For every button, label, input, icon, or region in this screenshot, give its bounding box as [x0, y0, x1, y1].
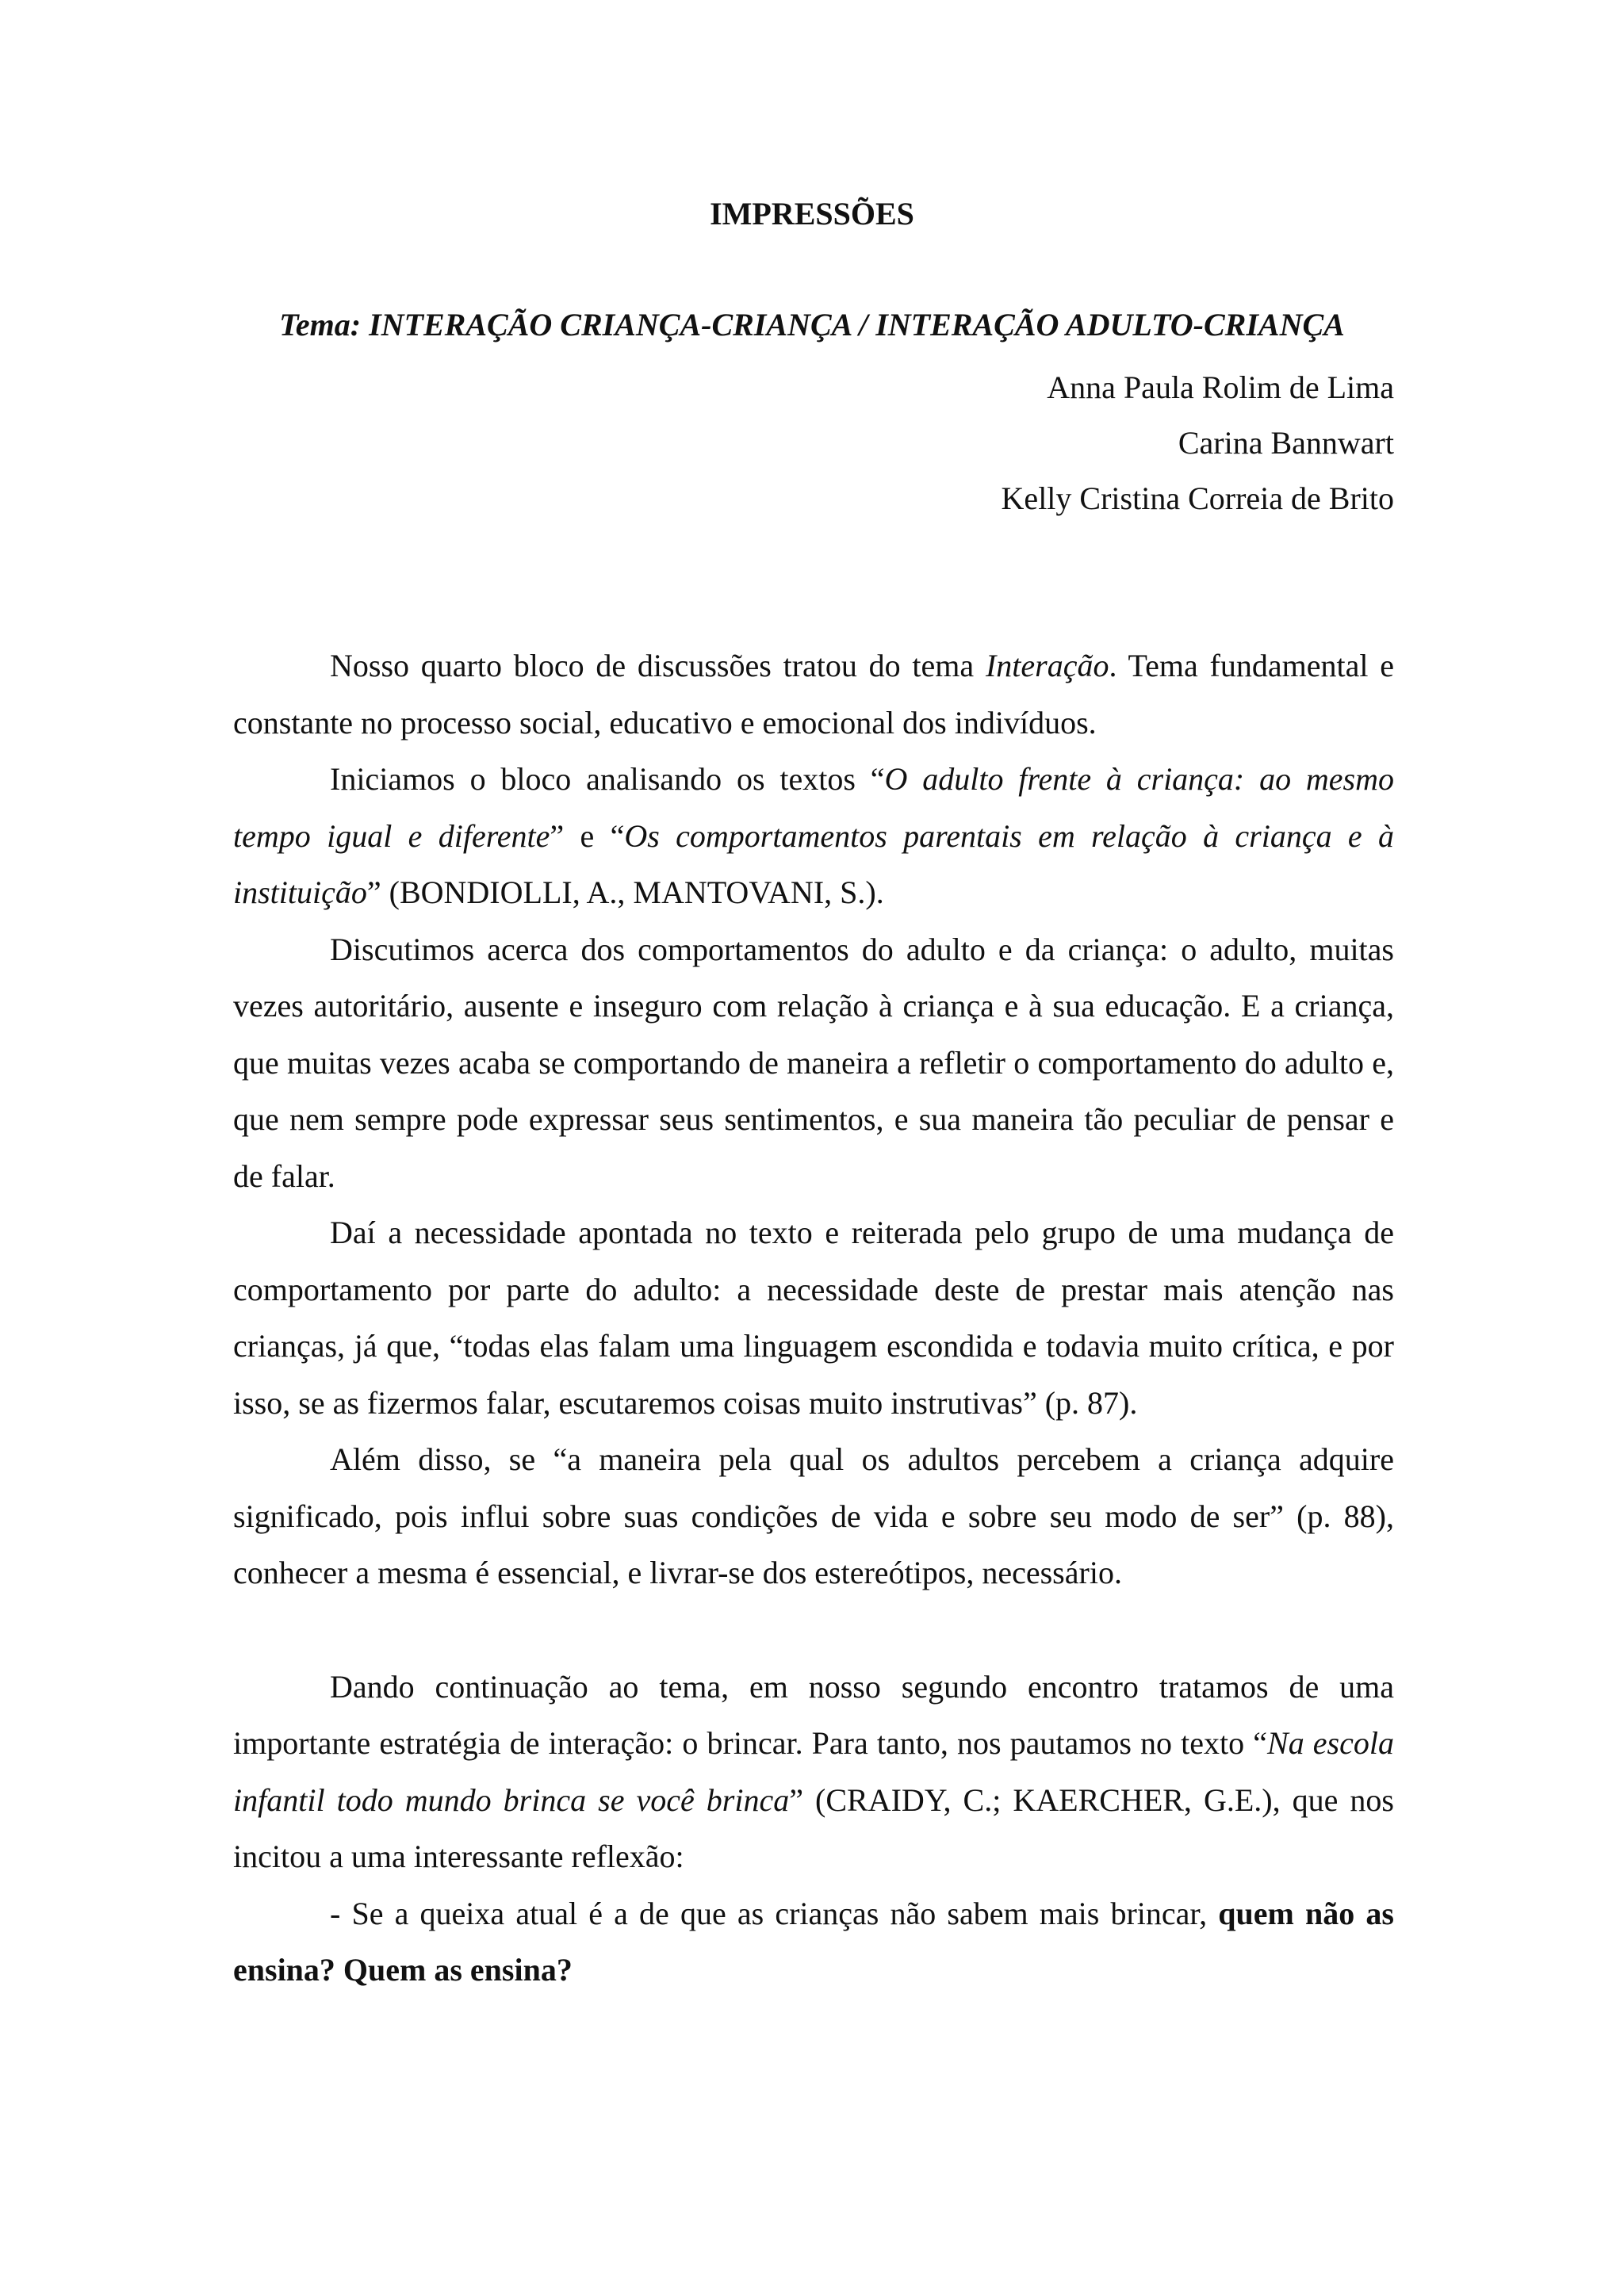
paragraph-text: Iniciamos o bloco analisando os textos “ — [330, 761, 885, 797]
document-theme: Tema: INTERAÇÃO CRIANÇA-CRIANÇA / INTERAÇÃO ADULTO-CRIANÇA — [279, 307, 1345, 342]
author-list — [1002, 360, 1394, 526]
paragraph-text: . Tema fundamental e constante no processo social, educativo e emocional dos indivíduos. — [233, 648, 1395, 740]
paragraph-italic-title: O adulto frente à criança: ao mesmo tempo igual e diferente — [233, 761, 1394, 854]
paragraph-italic-term: Interação — [985, 648, 1109, 683]
paragraph-bold-question: quem não as ensina? Quem as ensina? — [233, 1895, 1394, 1988]
paragraph-pergunta — [233, 1885, 1394, 1999]
paragraph-necessidade: Daí a necessidade apontada no texto e reiterada pelo grupo de uma mudança de comportamento por parte do adulto: a necessidade deste de prestar mais atenção nas crianças, já que, “todas elas falam uma linguagem escondida e todavia muito crítica, e por isso, se as fizermos falar, escutaremos coisas muito instrutivas” (p. 87). — [233, 1215, 1394, 1421]
author-name: Carina Bannwart — [1178, 425, 1394, 461]
author-name: Kelly Cristina Correia de Brito — [1001, 480, 1394, 516]
paragraph-text: ” (BONDIOLLI, A., MANTOVANI, S.). — [366, 874, 884, 910]
document-body — [233, 637, 1394, 1999]
paragraph-italic-title: Na escola infantil todo mundo brinca se você brinca — [233, 1725, 1394, 1818]
paragraph-interacao — [233, 637, 1394, 751]
paragraph-text: Nosso quarto bloco de discussões tratou do tema — [330, 648, 986, 683]
paragraph-comportamentos: Discutimos acerca dos comportamentos do adulto e da criança: o adulto, muitas vezes autoritário, ausente e inseguro com relação à criança e à sua educação. E a criança, que muitas vezes acaba se comportando de maneira a refletir o comportamento do adulto e, que nem sempre pode expressar seus sentimentos, e sua maneira tão peculiar de pensar e de falar. — [233, 931, 1394, 1194]
paragraph-brincar — [233, 1659, 1394, 1885]
author-name: Anna Paula Rolim de Lima — [1047, 369, 1394, 405]
paragraph-text: - Se a queixa atual é a de que as crianças não sabem mais brincar, — [330, 1895, 1219, 1931]
paragraph-alem-disso: Além disso, se “a maneira pela qual os adultos percebem a criança adquire significado, pois influi sobre suas condições de vida e sobre seu modo de ser” (p. 88), conhecer a mesma é essencial, e livrar-se dos estereótipos, necessário. — [233, 1441, 1394, 1590]
paragraph-text: ” (CRAIDY, C.; KAERCHER, G.E.), que nos incitou a uma interessante reflexão: — [233, 1781, 1395, 1874]
document-title: IMPRESSÕES — [710, 196, 914, 232]
paragraph-textos — [233, 751, 1394, 921]
paragraph-italic-title: Os comportamentos parentais em relação à criança e à instituição — [233, 817, 1395, 910]
paragraph-text: ” e “ — [550, 817, 625, 854]
paragraph-text: Dando continuação ao tema, em nosso segundo encontro tratamos de uma importante estratégia de interação: o brincar. Para tanto, nos pautamos no texto “ — [233, 1668, 1394, 1761]
